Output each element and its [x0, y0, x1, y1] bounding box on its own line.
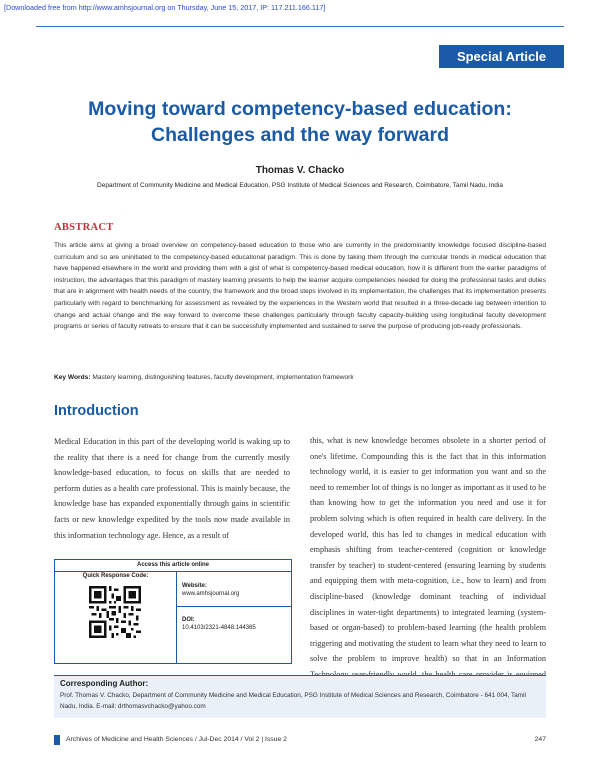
footer-accent-bar	[54, 735, 60, 745]
qr-code-icon[interactable]	[89, 586, 141, 638]
article-title	[36, 96, 564, 148]
section-badge: Special Article	[439, 45, 564, 68]
title-line-1: Moving toward competency-based education:	[88, 98, 512, 120]
download-notice: [Downloaded free from http://www.amhsjournal.org on Thursday, June 15, 2017, IP: 117.211.166.117]	[4, 3, 326, 12]
qr-panel	[55, 572, 177, 663]
keywords-label: Key Words:	[54, 374, 91, 381]
intro-column-right: this, what is new knowledge becomes obsolete in a shorter period of one's lifetime. Compounding this is the fact that in this information technology world, it is easier to get information you want and so the need to remember lot of things is no longer as important as it used to be than knowing how to get the information you need and use it for problem solving which is often required in health care delivery. In the developed world, this has led to changes in medical education with emphasis shifting from teacher-centered (cognition or knowledge transfer by teacher) to student-centered (ensuring learning by students and equipping them with meta-cognition, i.e., how to learn) and from discipline-based (knowledge dominant teaching of individual disciplines in water-tight departments) to integrated learning (system-based or organ-based) to problem-based learning (the health problem triggering and motivating the student to learn what they need to learn to solve the problem to improve health) so that in an Information	[310, 436, 546, 664]
corresponding-heading: Corresponding Author:	[60, 679, 149, 688]
access-online-box	[54, 559, 292, 664]
website-block	[182, 582, 239, 598]
doi-block	[182, 616, 256, 632]
doi-value[interactable]: 10.4103/2321-4848.144365	[182, 625, 256, 631]
access-divider	[177, 606, 291, 607]
access-box-header: Access this article online	[55, 560, 291, 572]
intro-column-left: Medical Education in this part of the developing world is waking up to the reality that there is a need for change from the currently mostly knowledge-based education, to focus on skills that are needed to perform duties as a health care professional. This is mainly because, the knowledge base has expanded exponentially through gains in scientific facts or new knowledge expedited by the tools now made available in this information technology age. Hence, as a result of	[54, 437, 290, 540]
access-info-panel	[177, 572, 291, 663]
title-line-2: Challenges and the way forward	[151, 124, 449, 146]
corresponding-author-box	[54, 675, 546, 718]
keywords-list: Mastery learning, distinguishing features, faculty development, implementation framework	[90, 374, 354, 381]
website-link[interactable]: www.amhsjournal.org	[182, 591, 240, 597]
header-rule	[36, 26, 564, 27]
author-name: Thomas V. Chacko	[255, 165, 345, 176]
introduction-heading: Introduction	[54, 403, 139, 419]
abstract-text: This article aims at giving a broad overview on competency-based education to those who are currently in the predominantly knowledge focused discipline-based curriculum and so are uninitiated to the competency-based educational paradigm. This is done by taking them through the curricular trends in medical education that have happened elsewhere in the world and providing them with a gist of what is competency-based medical education, how it is different from the earlier paradigms of instruction, the advantages that this paradigm of mastery learning presents to help the learner acquire competencies needed for doing the professional tasks and duties that are in alignment with health needs of the country, the framework and the broad steps involved in its implementation, the challenges that its implementation presents particularly with regard to benchmarking for assessment as revealed by the experiences in the Western world that resulted in a three-decade lag between intention to change and actual change and the way forward to overcome these challenges particularly through faculty capacity-building using longitudinal faculty development programs or series of faculty retreats to ensure that it can be successfully implemented and sustained to serve the purpose of producing job-ready professionals.	[54, 242, 546, 331]
website-label: Website:	[182, 583, 207, 589]
journal-citation: Archives of Medicine and Health Sciences / Jul-Dec 2014 / Vol 2 | Issue 2	[66, 736, 287, 743]
doi-label: DOI:	[182, 617, 195, 623]
qr-label: Quick Response Code:	[82, 573, 149, 579]
page-number: 247	[534, 736, 546, 743]
corresponding-text: Prof. Thomas V. Chacko, Department of Community Medicine and Medical Education, PSG Institute of Medical Sciences and Research, Coimbatore - 641 004, Tamil Nadu, India. E-mail: drthomasvchacko@yahoo.com	[60, 692, 526, 710]
author-affiliation: Department of Community Medicine and Medical Education, PSG Institute of Medical Sciences and Research, Coimbatore, Tamil Nadu, India	[97, 182, 503, 189]
abstract-heading: ABSTRACT	[54, 222, 114, 233]
keywords	[54, 374, 354, 381]
